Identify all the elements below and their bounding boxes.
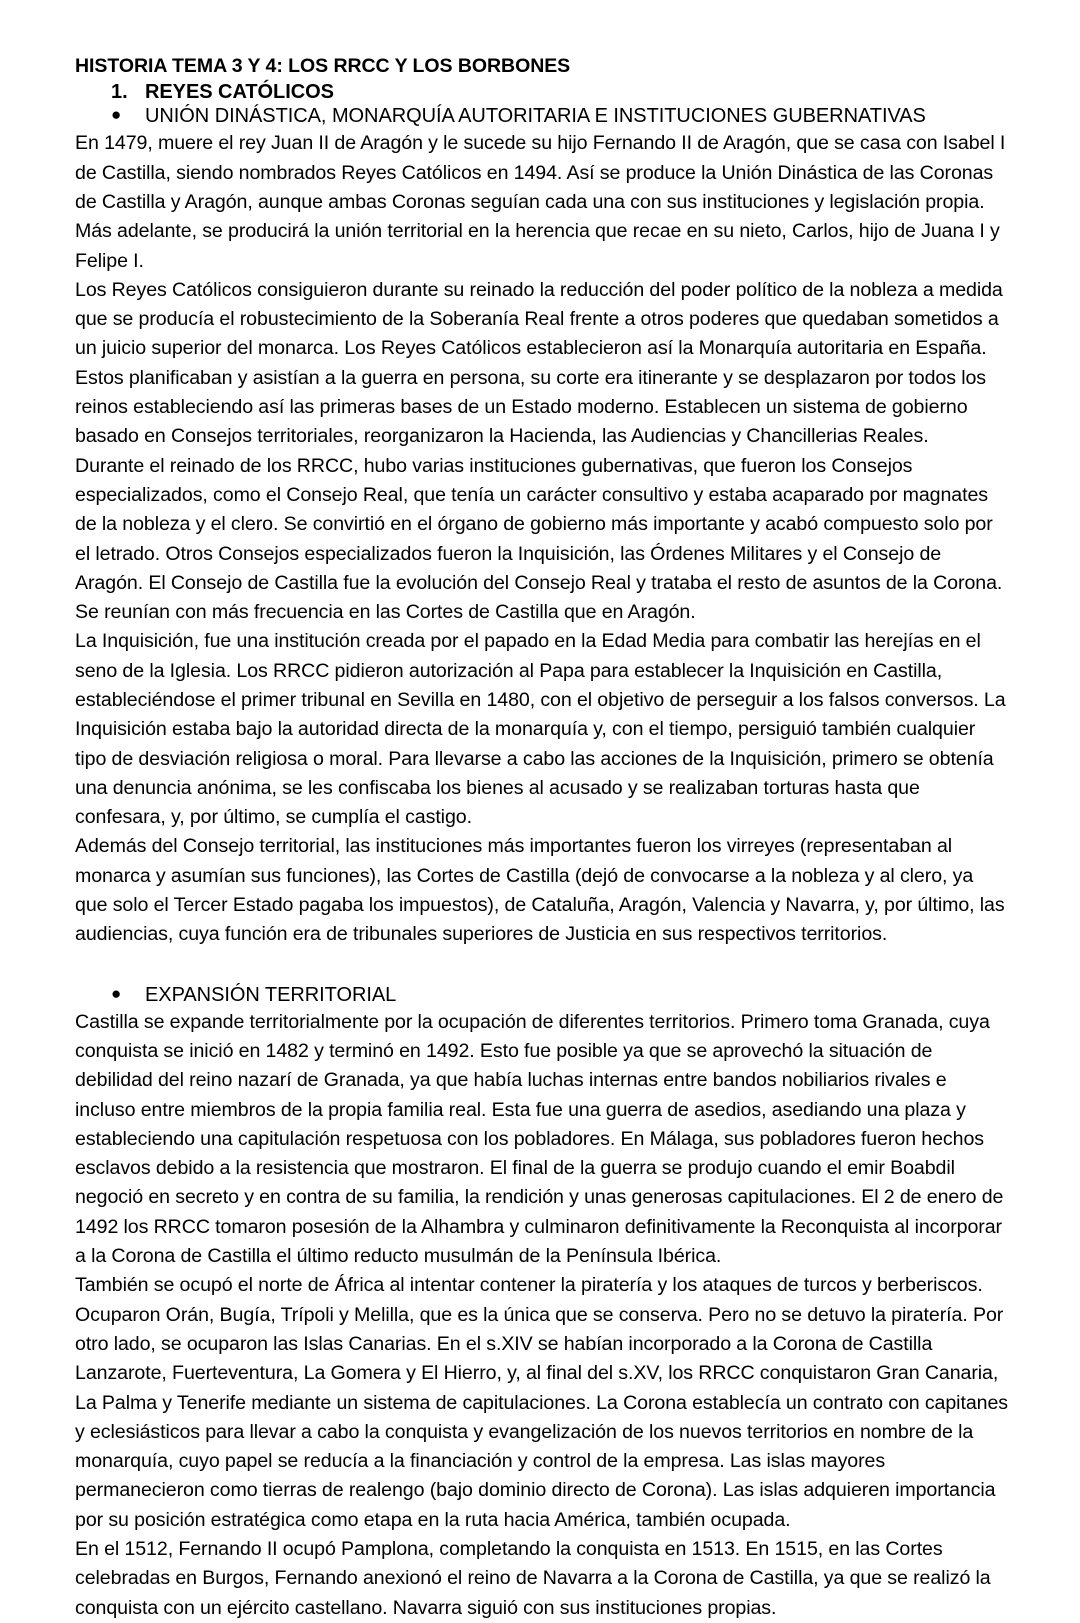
paragraph-inquisicion: La Inquisición, fue una institución creada por el papado en la Edad Media para combatir las herejías en el seno de la Iglesia. Los RRCC pidieron autorización al Papa para establecer la Inquisición en Castilla, estableciéndose el primer tribunal en Sevilla en 1480, con el objetivo de perseguir a los falsos conversos. La Inquisición estaba bajo la autoridad directa de la monarquía y, con el tiempo, persiguió también cualquier tipo de desviación religiosa o moral. Para llevarse a cabo las acciones de la Inquisición, primero se obtenía una denuncia anónima, se les confiscaba los bienes al acusado y se realizaban torturas hasta que confesara, y, por último, se cumplía el castigo. (75, 630, 1006, 829)
paragraph-navarra: En el 1512, Fernando II ocupó Pamplona, completando la conquista en 1513. En 1515, en las Cortes celebradas en Burgos, Fernando anexionó el reino de Navarra a la Corona de Castilla, ya que se realizó la conquista con un ejército castellano. Navarra siguió con sus instituciones propias. (75, 1538, 991, 1619)
subsection-heading-union-dinastica (75, 105, 1010, 128)
subsection-heading-expansion-territorial (75, 984, 1010, 1007)
paragraph-granada: Castilla se expande territorialmente por la ocupación de diferentes territorios. Primero toma Granada, cuya conquista se inició en 1482 y terminó en 1492. Esto fue posible ya que se aprovechó la situación de debilidad del reino nazarí de Granada, ya que había luchas internas entre bandos nobiliarios rivales e incluso entre miembros de la propia familia real. Esta fue una guerra de asedios, asediando una plaza y estableciendo una capitulación respetuosa con los pobladores. En Málaga, sus pobladores fueron hechos esclavos debido a la resistencia que mostraron. El final de la guerra se produjo cuando el emir Boabdil negoció en secreto y en contra de su familia, la rendición y unas generosas capitulaciones. El 2 de enero de 1492 los RRCC tomaron posesión de la Alhambra y culminaron definitivamente la Reconquista al incorporar a la Corona de Castilla el último reducto musulmán de la Península Ibérica. (75, 1010, 1004, 1268)
section-heading-reyes-catolicos (75, 81, 1010, 104)
paragraph-consejos: Durante el reinado de los RRCC, hubo varias instituciones gubernativas, que fueron los Consejos especializados, como el Consejo Real, que tenía un carácter consultivo y estaba acaparado por magnates de la nobleza y el clero. Se convirtió en el órgano de gobierno más importante y acabó compuesto solo por el letrado. Otros Consejos especializados fueron la Inquisición, las Órdenes Militares y el Consejo de Aragón. El Consejo de Castilla fue la evolución del Consejo Real y trataba el resto de asuntos de la Corona. Se reunían con más frecuencia en las Cortes de Castilla que en Aragón. (75, 454, 1003, 624)
paragraph-union-dinastica: En 1479, muere el rey Juan II de Aragón y le sucede su hijo Fernando II de Aragón, que se casa con Isabel I de Castilla, siendo nombrados Reyes Católicos en 1494. Así se produce la Unión Dinástica de las Coronas de Castilla y Aragón, aunque ambas Coronas seguían cada una con sus instituciones y legislación propia. Más adelante, se producirá la unión territorial en la herencia que recae en su nieto, Carlos, hijo de Juana I y Felipe I. (75, 132, 1006, 272)
section-title: REYES CATÓLICOS (145, 81, 334, 104)
paragraph-africa-canarias: También se ocupó el norte de África al intentar contener la piratería y los ataques de turcos y berberiscos. Ocuparon Orán, Bugía, Trípoli y Melilla, que es la única que se conserva. Pero no se detuvo la piratería. Por otro lado, se ocuparon las Islas Canarias. En el s.XIV se habían incorporado a la Corona de Castilla Lanzarote, Fuerteventura, La Gomera y El Hierro, y, al final del s.XV, los RRCC conquistaron Gran Canaria, La Palma y Tenerife mediante un sistema de capitulaciones. La Corona establecía un contrato con capitanes y eclesiásticos para llevar a cabo la conquista y evangelización de los nuevos territorios en nombre de la monarquía, cuyo papel se reducía a la financiación y control de la empresa. Las islas mayores permanecieron como tierras de realengo (bajo dominio directo de Corona). Las islas adquieren importancia por su posición estratégica como etapa en la ruta hacia América, también ocupada. (75, 1274, 1008, 1531)
paragraph-virreyes: Además del Consejo territorial, las instituciones más importantes fueron los virreyes (representaban al monarca y asumían sus funciones), las Cortes de Castilla (dejó de convocarse a la nobleza y al clero, ya que solo el Tercer Estado pagaba los impuestos), de Cataluña, Aragón, Valencia y Navarra, y, por último, las audiencias, cuya función era de tribunales superiores de Justicia en sus respectivos territorios. (75, 835, 1005, 946)
subsection-title: UNIÓN DINÁSTICA, MONARQUÍA AUTORITARIA E INSTITUCIONES GUBERNATIVAS (145, 105, 926, 128)
bullet-icon: ● (111, 105, 122, 125)
subsection-title: EXPANSIÓN TERRITORIAL (145, 983, 397, 1006)
paragraph-monarquia-autoritaria: Los Reyes Católicos consiguieron durante su reinado la reducción del poder político de la nobleza a medida que se producía el robustecimiento de la Soberanía Real frente a otros poderes que quedaban sometidos a un juicio superior del monarca. Los Reyes Católicos establecieron así la Monarquía autoritaria en España. Estos planificaban y asistían a la guerra en persona, su corte era itinerante y se desplazaron por todos los reinos estableciendo así las primeras bases de un Estado moderno. Establecen un sistema de gobierno basado en Consejos territoriales, reorganizaron la Hacienda, las Audiencias y Chancillerias Reales. (75, 278, 1003, 448)
page-title: HISTORIA TEMA 3 Y 4: LOS RRCC Y LOS BORBONES (75, 55, 571, 77)
bullet-icon: ● (111, 983, 122, 1003)
section-number: 1. (111, 81, 128, 104)
